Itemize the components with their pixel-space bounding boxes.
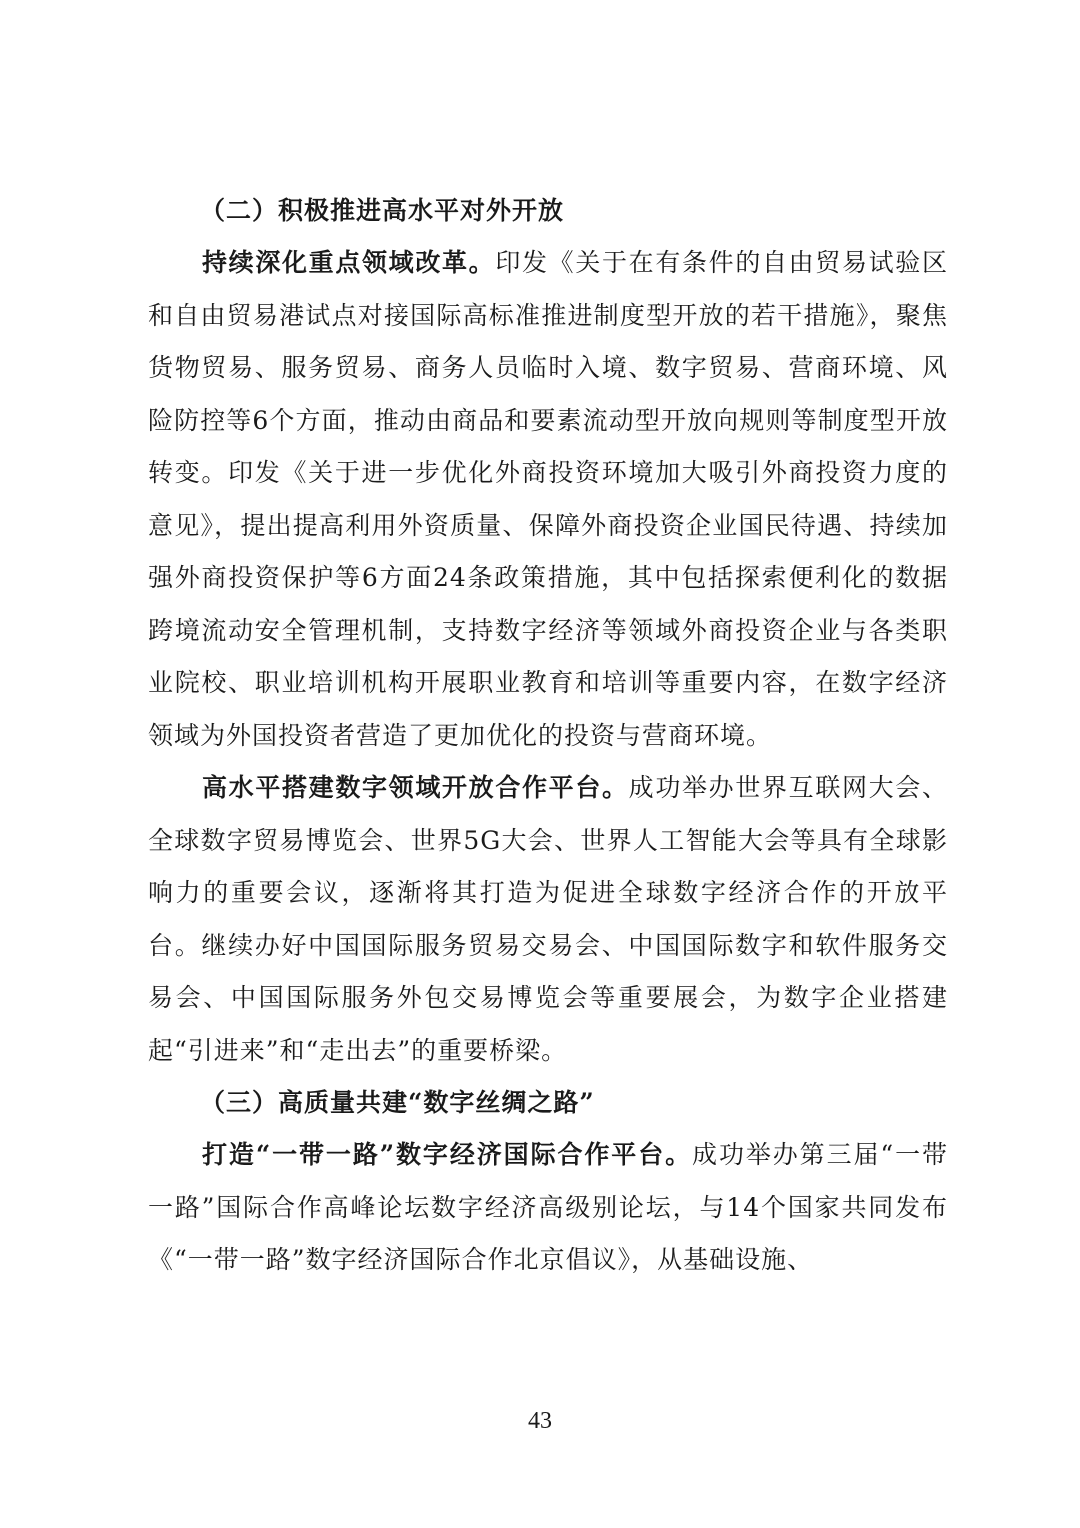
paragraph-platform [148, 762, 948, 1077]
section-heading-3: （三）高质量共建“数字丝绸之路” [200, 1088, 595, 1117]
section-heading-2: （二）积极推进高水平对外开放 [200, 196, 565, 225]
paragraph-body: 成功举办世界互联网大会、全球数字贸易博览会、世界5G大会、世界人工智能大会等具有全球影响力的重要会议，逐渐将其打造为促进全球数字经济合作的开放平台。继续办好中国国际服务贸易交易会、中国国际数字和软件服务交易会、中国国际服务外包交易博览会等重要展会，为数字企业搭建起“引进来”和“走出去”的重要桥梁。 [148, 773, 948, 1065]
paragraph-lead: 打造“一带一路”数字经济国际合作平台。 [202, 1140, 693, 1169]
page-number: 43 [528, 1408, 552, 1434]
paragraph-body: 印发《关于在有条件的自由贸易试验区和自由贸易港试点对接国际高标准推进制度型开放的若干措施》，聚焦货物贸易、服务贸易、商务人员临时入境、数字贸易、营商环境、风险防控等6个方面，推动由商品和要素流动型开放向规则等制度型开放转变。印发《关于进一步优化外商投资环境加大吸引外商投资力度的意见》，提出提高利用外资质量、保障外商投资企业国民待遇、持续加强外商投资保护等6方面24条政策措施，其中包括探索便利化的数据跨境流动安全管理机制，支持数字经济等领域外商投资企业与各类职业院校、职业培训机构开展职业教育和培训等重要内容，在数字经济领域为外国投资者营造了更加优化的投资与营商环境。 [148, 248, 948, 750]
paragraph-lead: 持续深化重点领域改革。 [202, 248, 496, 277]
paragraph-lead: 高水平搭建数字领域开放合作平台。 [202, 773, 629, 802]
paragraph-belt-road [148, 1129, 948, 1287]
document-body [148, 185, 948, 1287]
paragraph-body: 成功举办第三届“一带一路”国际合作高峰论坛数字经济高级别论坛，与14个国家共同发布《“一带一路”数字经济国际合作北京倡议》，从基础设施、 [148, 1140, 948, 1274]
paragraph-reform [148, 237, 948, 762]
